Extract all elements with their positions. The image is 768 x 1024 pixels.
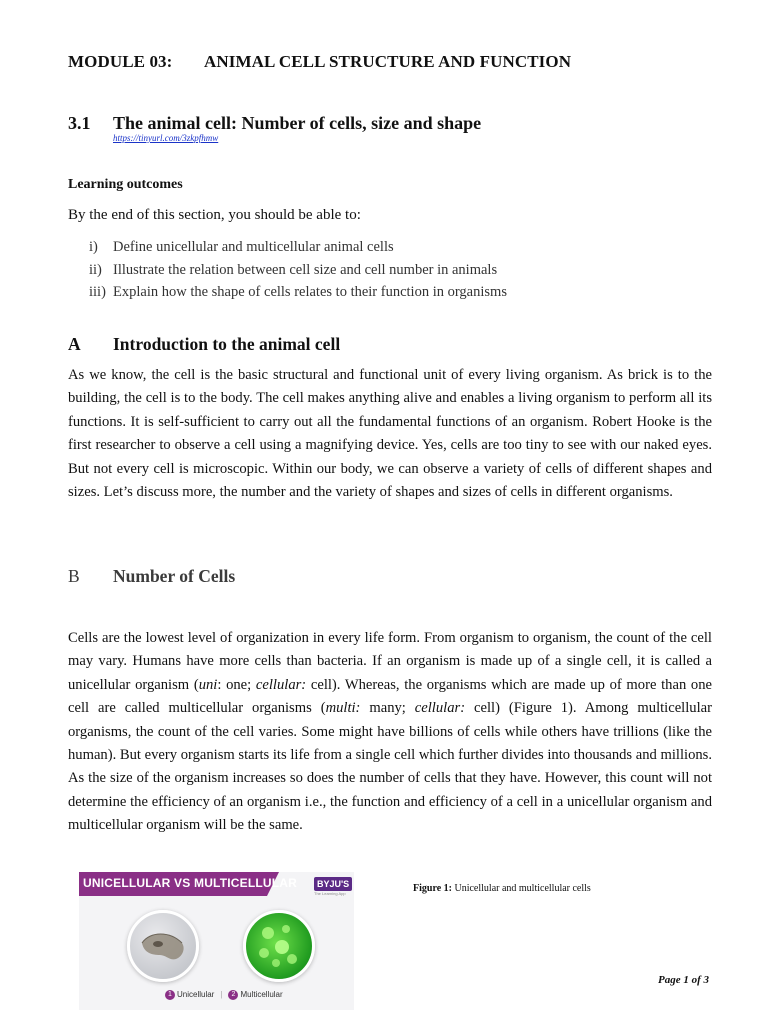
module-title [68, 52, 572, 72]
list-item [89, 236, 507, 259]
term-multi: multi: [325, 700, 361, 717]
byjus-logo-subtitle: The Learning App [314, 891, 346, 896]
part-b-title: Number of Cells [113, 566, 236, 586]
term-cellular: cellular: [255, 676, 307, 693]
page-number: Page 1 of 3 [658, 974, 710, 986]
caption-label: Figure 1: [413, 883, 452, 894]
section-title: The animal cell: Number of cells, size and shape [113, 113, 482, 133]
figure-caption [413, 883, 591, 894]
list-item [89, 281, 507, 304]
figure-1-image [79, 872, 354, 1010]
paragraph-text: Cells are the lowest level of organization in every life form. From organism to organism, the count of the cell may vary. Humans have more cells than bacteria. If an organism is made up of a single cell, it is called a unicellular organism ( [68, 630, 712, 693]
part-b-heading [68, 566, 235, 587]
section-link[interactable]: https://tinyurl.com/3zkpfhmw [113, 133, 219, 143]
legend-separator: | [220, 990, 223, 1000]
legend-multicellular: Multicellular [240, 990, 283, 1000]
list-item-text: Explain how the shape of cells relates to their function in organisms [113, 284, 507, 300]
caption-text: Unicellular and multicellular cells [451, 883, 591, 894]
list-marker: ii) [89, 261, 102, 278]
list-item-text: Illustrate the relation between cell size and cell number in animals [113, 261, 498, 278]
learning-outcomes-heading: Learning outcomes [68, 177, 183, 192]
legend-unicellular: Unicellular [177, 990, 215, 1000]
term-uni: uni [198, 676, 218, 693]
learning-outcomes-list [89, 236, 507, 304]
part-b-letter: B [68, 566, 80, 586]
section-number: 3.1 [68, 113, 91, 133]
paramecium-icon [130, 913, 196, 979]
part-a-title: Introduction to the animal cell [113, 334, 341, 354]
list-marker: iii) [89, 284, 106, 300]
paragraph-text: cell) (Figure 1). Among multicellular organisms, the count of the cell varies. Some might have billions of cells while others have trillions (like the human). But every organism starts its life from a single cell which further divides into thousands and millions. As the size of the organism increases so does the number of cells that they have. However, this count will not determine the efficiency of an organism i.e., the function and efficiency of a cell in a unicellular organism and multicellular organism will be the same. [68, 700, 712, 834]
list-marker: i) [89, 239, 98, 255]
paragraph-text: cell). Whereas, the organisms which are made up of more than one cell are called multicellular organisms ( [68, 676, 712, 717]
legend-number-badge: 1 [165, 990, 175, 1000]
part-a-heading [68, 334, 340, 355]
module-number: MODULE 03: [68, 52, 173, 71]
part-a-paragraph: As we know, the cell is the basic structural and functional unit of every living organism. As brick is to the building, the cell is to the body. The cell makes anything alive and enables a living organism to perform all its functions. It is self-sufficient to carry out all the fundamental functions of an organism. Robert Hooke is the first researcher to observe a cell using a magnifying device. Yes, cells are too tiny to see with our naked eyes. But not every cell is microscopic. Within our body, we can observe a variety of cells of different shapes and sizes. Let’s discuss more, the number and the variety of shapes and sizes of cells in different organisms. [68, 367, 712, 501]
figure-banner-text: UNICELLULAR VS MULTICELLULAR [83, 876, 298, 890]
legend-number-badge: 2 [228, 990, 238, 1000]
part-a-letter: A [68, 334, 81, 354]
term-cellular: cellular: [414, 700, 466, 717]
learning-outcomes-intro: By the end of this section, you should be able to: [68, 207, 361, 223]
unicellular-organism-image [127, 910, 199, 982]
byjus-logo: BYJU'S [314, 877, 352, 891]
part-b-paragraph [68, 627, 712, 838]
list-item [89, 259, 507, 282]
figure-legend [165, 990, 283, 1000]
module-name: ANIMAL CELL STRUCTURE AND FUNCTION [204, 52, 572, 71]
multicellular-organism-image [243, 910, 315, 982]
paragraph-text: : one; [217, 676, 256, 693]
paragraph-text: many; [360, 700, 415, 717]
volvox-icon [246, 913, 312, 979]
section-heading [68, 113, 481, 134]
list-item-text: Define unicellular and multicellular animal cells [113, 239, 394, 255]
